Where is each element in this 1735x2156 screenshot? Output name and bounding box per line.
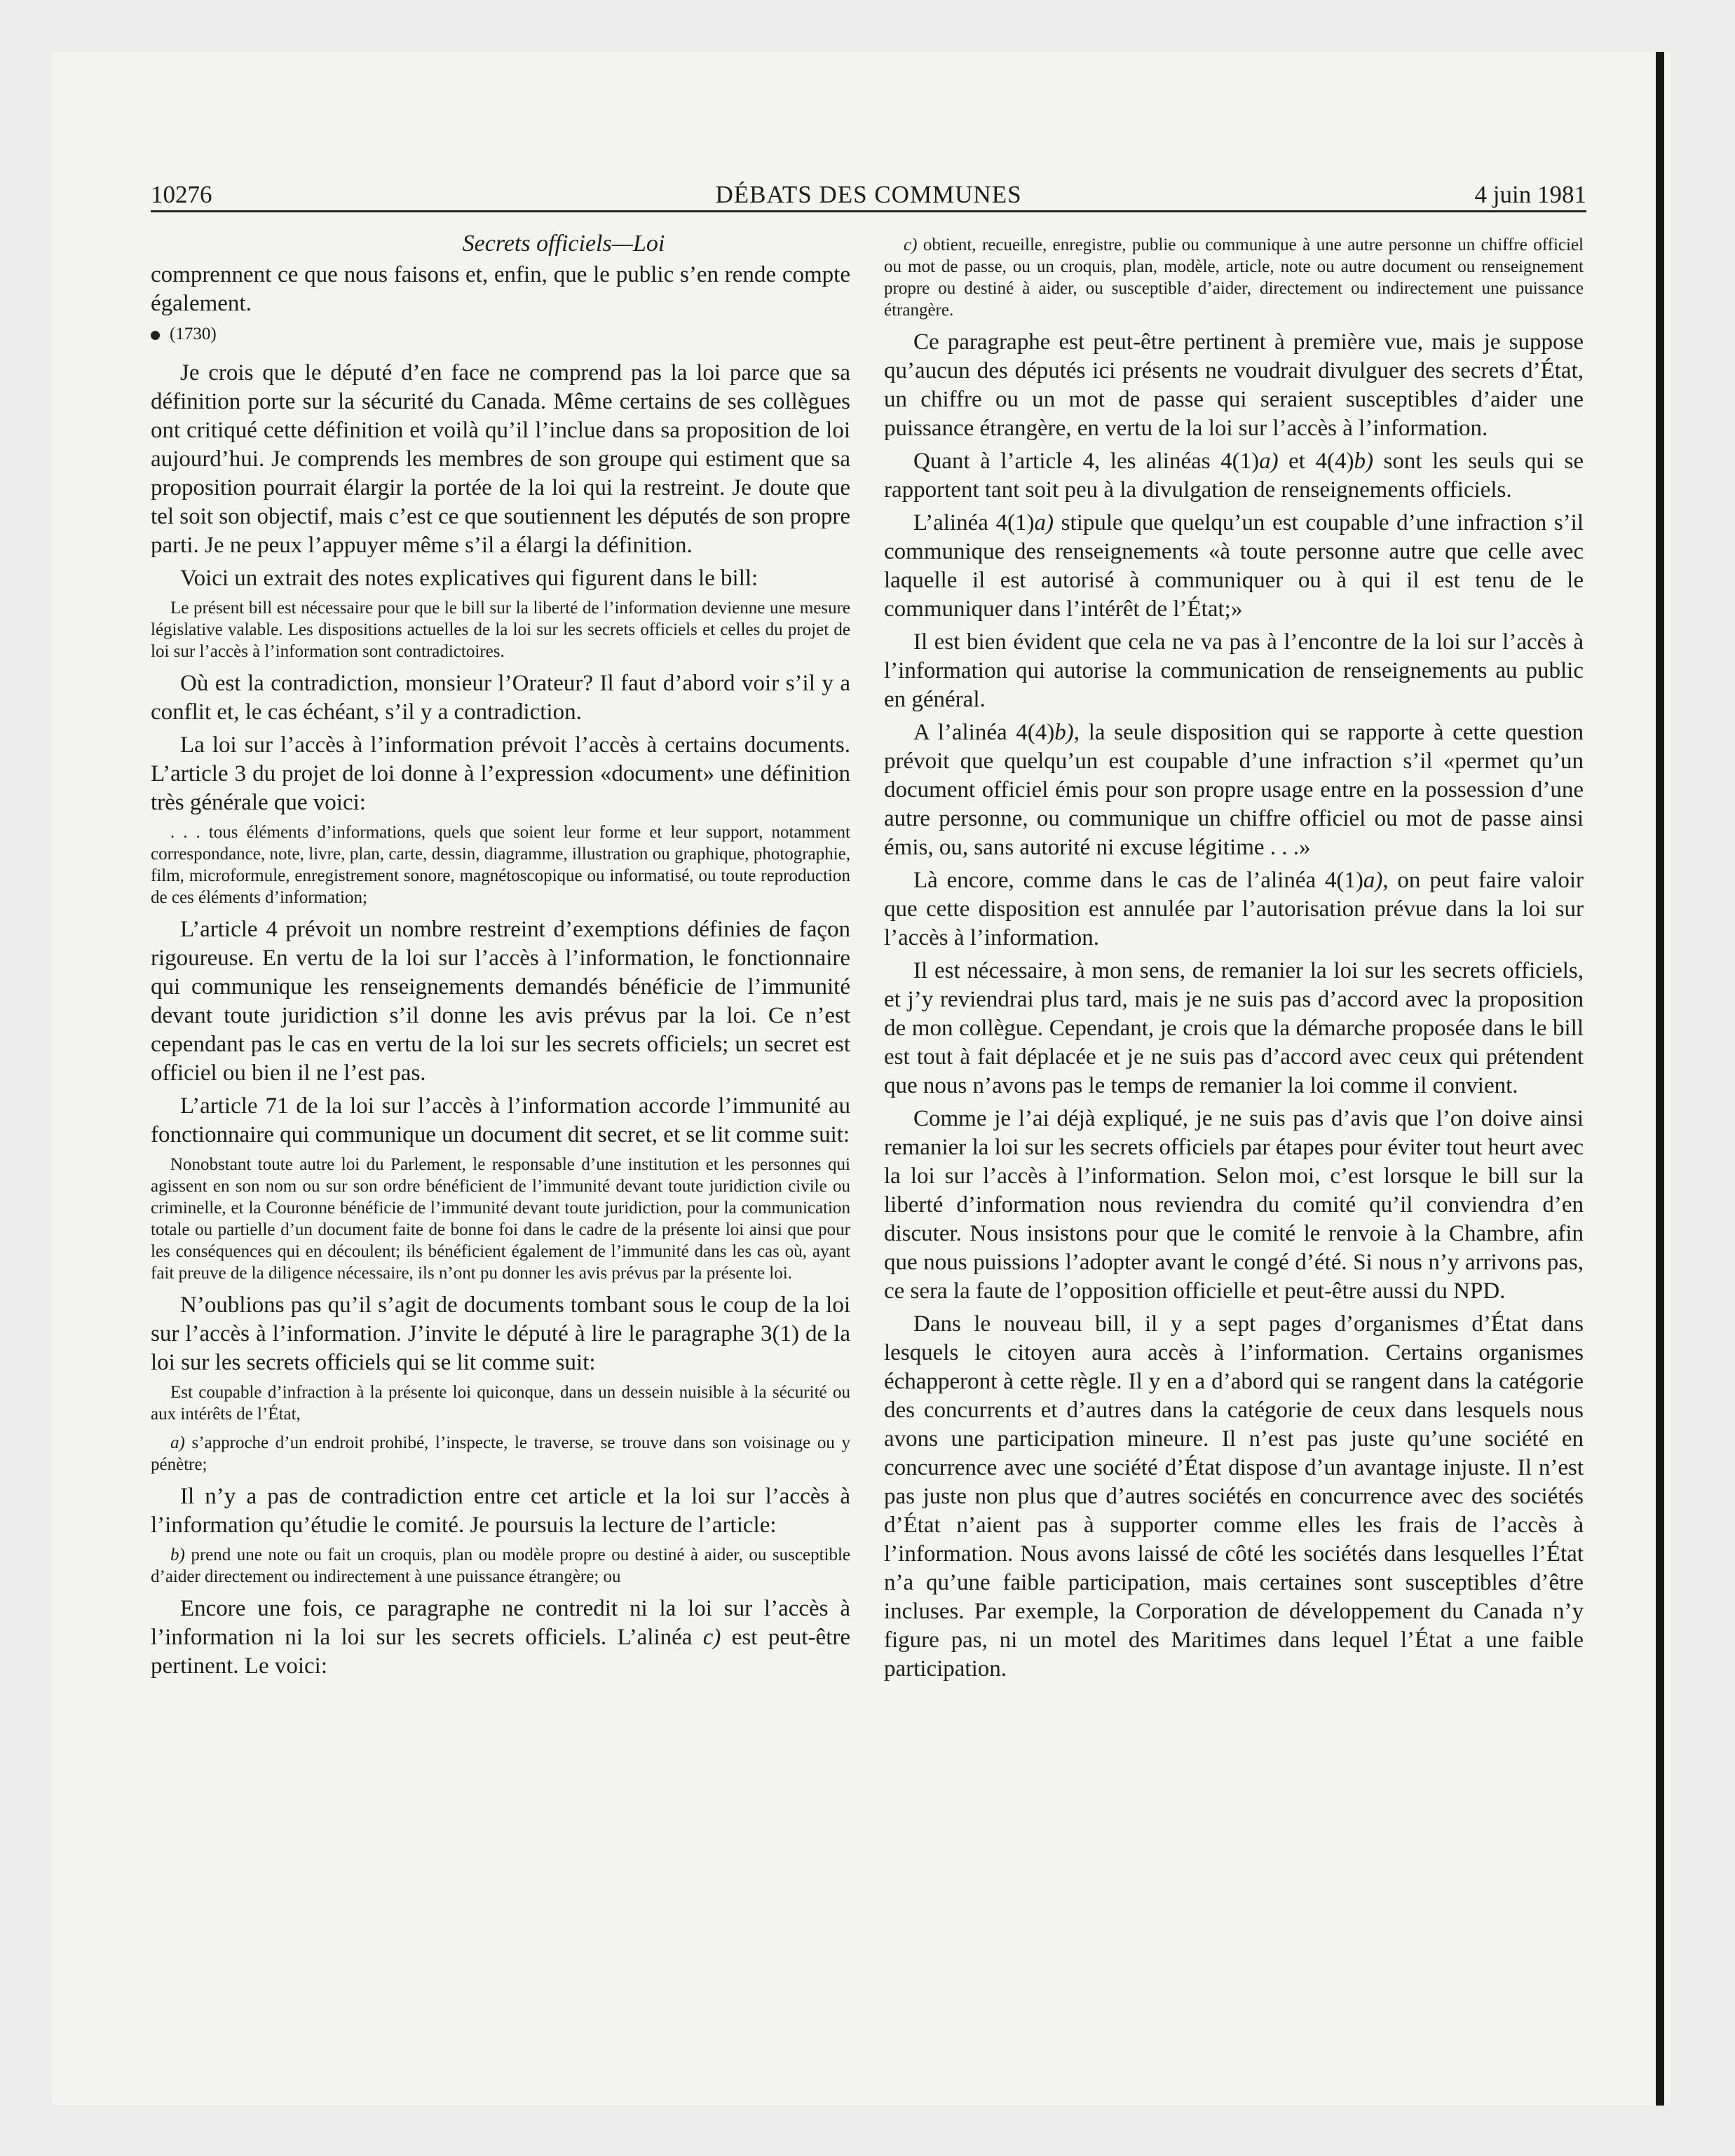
item-letter: a): [1363, 868, 1383, 893]
item-letter: c): [702, 1625, 721, 1650]
page-number: 10276: [151, 181, 212, 208]
time-marker-text: (1730): [170, 325, 217, 343]
text-run: A l’alinéa 4(4): [913, 720, 1055, 745]
text-run: sont les seuls qui se rapportent tant soit peu à la divulgation de renseignements officiels.: [884, 449, 1584, 503]
paragraph: [884, 866, 1584, 953]
text-run: Encore une fois, ce paragraphe ne contredit ni la loi sur l’accès à l’information ni la loi sur les secrets officiels. L’alinéa: [151, 1596, 850, 1650]
paragraph: [884, 718, 1584, 862]
paragraph: Je crois que le député d’en face ne comprend pas la loi parce que sa définition porte sur la sécurité du Canada. Même certains de ses collègues ont critiqué cette définition et voilà qu’il l’inclue dans sa proposition de loi aujourd’hui. Je comprends les membres de son groupe qui estiment que sa proposition pourrait élargir la portée de la loi qui la restreint. Je doute que tel soit son objectif, mais c’est ce que soutiennent les députés de son propre parti. Je ne peux l’appuyer même s’il a élargi la définition.: [151, 360, 850, 558]
text-run: Quant à l’article 4, les alinéas 4(1): [913, 449, 1260, 474]
text-run: L’alinéa 4(1): [913, 510, 1035, 535]
paragraph: comprennent ce que nous faisons et, enfin, que le public s’en rende compte également.: [151, 262, 850, 316]
paragraph: Ce paragraphe est peut-être pertinent à première vue, mais je suppose qu’aucun des députés ici présents ne voudrait divulguer des secrets d’État, un chiffre ou un mot de passe qui seraient susceptibles d’aider une puissance étrangère, en vertu de la loi sur l’accès à l’information.: [884, 329, 1584, 441]
publication-title: DÉBATS DES COMMUNES: [715, 181, 1022, 208]
scan-edge-bar: [1656, 52, 1664, 2106]
block-quote-item: [151, 1544, 850, 1588]
paragraph: L’article 4 prévoit un nombre restreint d’exemptions définies de façon rigoureuse. En vertu de la loi sur l’accès à l’information, le fonctionnaire qui communique les renseignements demandés bénéficie de l’immunité devant toute juridiction s’il donne les avis prévus par la loi. Ce n’est cependant pas le cas en vertu de la loi sur les secrets officiels; un secret est officiel ou bien il ne l’est pas.: [151, 917, 850, 1086]
text-run: stipule que quelqu’un est coupable d’une infraction s’il communique des renseignements «à toute personne autre que celle avec laquelle il est autorisé à communiquer ou à qui il est tenu de le communiquer dans l’intérêt de l’État;»: [884, 510, 1584, 622]
text-run: et 4(4): [1278, 449, 1354, 474]
paragraph: L’article 71 de la loi sur l’accès à l’information accorde l’immunité au fonctionnaire qui communique un document dit secret, et se lit comme suit:: [151, 1093, 850, 1147]
paragraph: Où est la contradiction, monsieur l’Orateur? Il faut d’abord voir s’il y a conflit et, le cas échéant, s’il y a contradiction.: [151, 671, 850, 725]
page-header: [151, 178, 1586, 212]
bullet-dot-icon: [151, 331, 160, 340]
section-heading: Secrets officiels—Loi: [462, 231, 665, 257]
block-quote: Est coupable d’infraction à la présente loi quiconque, dans un dessein nuisible à la sécurité ou aux intérêts de l’État,: [151, 1383, 850, 1424]
block-quote: Nonobstant toute autre loi du Parlement, le responsable d’une institution et les personnes qui agissent en son nom ou sur son ordre bénéficient de l’immunité devant toute juridiction civile ou criminelle, et la Couronne bénéficie de l’immunité devant toute juridiction, pour la communication totale ou partielle d’un document faite de bonne foi dans le cadre de la présente loi ainsi que pour les conséquences qui en découlent; ils bénéficient également de l’immunité dans les cas où, ayant fait preuve de la diligence nécessaire, ils n’ont pu donner les avis prévus par la présente loi.: [151, 1155, 850, 1283]
paragraph: [884, 447, 1584, 505]
paragraph: N’oublions pas qu’il s’agit de documents tombant sous le coup de la loi sur l’accès à l’information. J’invite le député à lire le paragraphe 3(1) de la loi sur les secrets officiels qui se lit comme suit:: [151, 1292, 850, 1375]
text-run: est peut-être pertinent. Le voici:: [151, 1625, 851, 1679]
item-text: s’approche d’un endroit prohibé, l’inspecte, le traverse, se trouve dans son voisinage ou y pénètre;: [151, 1433, 850, 1474]
item-letter: b): [170, 1546, 185, 1564]
paragraph: Il n’y a pas de contradiction entre cet article et la loi sur l’accès à l’information qu’étudie le comité. Je poursuis la lecture de l’article:: [151, 1484, 850, 1538]
paragraph: Voici un extrait des notes explicatives qui figurent dans le bill:: [180, 566, 758, 591]
block-quote-item: [884, 234, 1584, 321]
item-letter: a): [1034, 510, 1054, 535]
item-letter: a): [1259, 449, 1279, 474]
item-letter: c): [904, 236, 918, 254]
text-run: , on peut faire valoir que cette disposition est annulée par l’autorisation prévue dans la loi sur l’accès à l’information.: [884, 868, 1584, 950]
header-rule: [151, 210, 1586, 212]
paragraph: Il est bien évident que cela ne va pas à l’encontre de la loi sur l’accès à l’information qui autorise la communication de renseignements au public en général.: [884, 629, 1584, 712]
block-quote-item: [151, 1432, 850, 1475]
item-letter: b): [1354, 449, 1373, 474]
block-quote: Le présent bill est nécessaire pour que le bill sur la liberté de l’information devienne une mesure législative valable. Les dispositions actuelles de la loi sur les secrets officiels et celles du projet de loi sur l’accès à l’information sont contradictoires.: [151, 599, 850, 661]
right-column: [884, 230, 1584, 1688]
paragraph: Dans le nouveau bill, il y a sept pages d’organismes d’État dans lesquels le citoyen aura accès à l’information. Certains organismes échapperont à cette règle. Il y en a d’abord qui se rangent dans la catégorie des concurrents et d’autres dans la catégorie de ceux dans lesquels nous avons une participation mineure. Il n’est pas juste qu’une société en concurrence avec une société d’État dispose d’un avantage injuste. Il n’est pas juste non plus que d’autres sociétés en concurrence avec des sociétés d’État n’aient pas à supporter comme elles les frais de l’accès à l’information. Nous avons laissé de côté les sociétés dans lesquelles l’État n’a qu’une faible participation, mais certaines sont susceptibles d’être incluses. Par exemple, la Corporation de développement du Canada n’y figure pas, ni un motel des Maritimes dans lequel l’État a une faible participation.: [884, 1311, 1584, 1681]
item-letter: b): [1054, 720, 1074, 745]
text-run: , la seule disposition qui se rapporte à cette question prévoit que quelqu’un est coupable d’une infraction s’il «permet qu’un document officiel émis pour son propre usage entre en la possession d’une autre personne, ou communique un chiffre officiel ou mot de passe ainsi émis, ou, sans autorité ni excuse légitime . . .»: [884, 720, 1584, 860]
text-run: Là encore, comme dans le cas de l’alinéa 4(1): [913, 868, 1363, 893]
paragraph: Comme je l’ai déjà expliqué, je ne suis pas d’avis que l’on doive ainsi remanier la loi sur les secrets officiels par étapes pour éviter tout heurt avec la loi sur l’accès à l’information. Selon moi, c’est lorsque le bill sur la liberté d’information nous reviendra du comité qu’il conviendra d’en discuter. Nous insistons pour que le comité le renvoie à la Chambre, afin que nous puissions l’adopter avant le congé d’été. Si nous n’y arrivons pas, ce sera la faute de l’opposition officielle et peut-être aussi du NPD.: [884, 1106, 1584, 1304]
item-text: obtient, recueille, enregistre, publie ou communique à une autre personne un chiffre officiel ou mot de passe, ou un croquis, plan, modèle, article, note ou autre document ou renseignement propre ou destiné à aider, ou susceptible d’aider, directement ou indirectement une puissance étrangère.: [884, 236, 1584, 320]
paragraph: [884, 509, 1584, 624]
block-quote: . . . tous éléments d’informations, quels que soient leur forme et leur support, notamment correspondance, note, livre, plan, carte, dessin, diagramme, illustration ou graphique, photographie, film, microformule, enregistrement sonore, magnétoscopique ou informatisé, ou toute reproduction de ces éléments d’information;: [151, 823, 850, 907]
time-marker: [151, 322, 850, 346]
issue-date: 4 juin 1981: [1474, 181, 1586, 208]
paragraph: La loi sur l’accès à l’information prévoit l’accès à certains documents. L’article 3 du projet de loi donne à l’expression «document» une définition très générale que voici:: [151, 732, 850, 815]
left-column: [151, 230, 850, 1685]
paragraph: Il est nécessaire, à mon sens, de remanier la loi sur les secrets officiels, et j’y reviendrai plus tard, mais je ne suis pas d’accord avec la proposition de mon collègue. Cependant, je crois que la démarche proposée dans le bill est tout à fait déplacée et je ne suis pas d’accord avec ceux qui prétendent que nous n’avons pas le temps de remanier la loi comme il convient.: [884, 958, 1584, 1098]
item-letter: a): [170, 1433, 185, 1452]
item-text: prend une note ou fait un croquis, plan ou modèle propre ou destiné à aider, ou susceptible d’aider directement ou indirectement à une puissance étrangère; ou: [151, 1546, 851, 1586]
paragraph: [151, 1595, 850, 1681]
